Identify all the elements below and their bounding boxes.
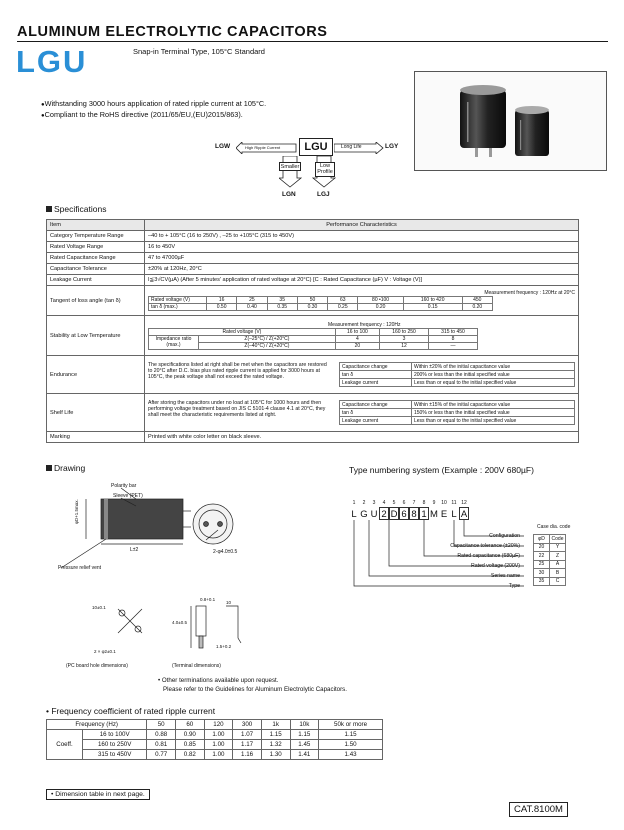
mini-label: Rated voltage (V) <box>149 297 207 304</box>
table-cell: 0.25 <box>328 304 358 311</box>
table-cell: tan δ <box>340 409 412 417</box>
table-cell: Impedance ratio (max.) <box>149 335 199 349</box>
type-label: Configuration <box>489 533 520 539</box>
spec-item: Tangent of loss angle (tan δ) <box>47 286 145 316</box>
table-cell: 20 <box>335 342 379 349</box>
flow-down-left-series: LGN <box>282 191 296 198</box>
type-label: Rated voltage (200V) <box>470 563 520 569</box>
case-dia-title: Case dia. code <box>537 524 571 530</box>
table-cell: 0.77 <box>147 750 176 760</box>
table-cell: 25 <box>534 560 550 569</box>
type-digits: 1 2 3 4 5 6 7 8 9 10 11 12 <box>352 500 467 506</box>
table-cell: Z(–25°C) / Z(+20°C) <box>199 335 336 342</box>
table-cell: 35 <box>267 297 297 304</box>
table-cell: 20 <box>534 543 550 552</box>
table-cell: 0.50 <box>207 304 237 311</box>
tan-delta-row <box>47 286 579 316</box>
table-cell: Z(–40°C) / Z(+20°C) <box>199 342 336 349</box>
table-cell: 8 <box>429 335 478 342</box>
table-cell: 3 <box>380 335 429 342</box>
spec-item: Capacitance Tolerance <box>47 264 145 275</box>
table-cell: 1.15 <box>261 730 290 740</box>
table-cell: 0.88 <box>147 730 176 740</box>
endurance-row <box>47 356 579 394</box>
pressure-vent-label: Pressure relief vent <box>58 565 102 571</box>
table-cell: Rated voltage (V) <box>149 328 336 335</box>
spec-value: –40 to + 105°C (16 to 250V) , –25 to +105°C (315 to 450V) <box>145 231 579 242</box>
table-cell: C <box>550 577 566 586</box>
frequency-table <box>46 719 383 760</box>
table-cell <box>145 286 579 316</box>
stability-note: Measurement frequency : 120Hz <box>328 321 401 328</box>
table-cell: 0.15 <box>403 304 462 311</box>
table-row <box>47 231 579 242</box>
table-cell: Leakage current <box>340 379 412 387</box>
feature-item: ●Withstanding 3000 hours application of rated ripple current at 105°C. <box>41 99 267 108</box>
table-row <box>47 275 579 286</box>
table-row <box>47 242 579 253</box>
table-cell: 0.20 <box>462 304 492 311</box>
table-cell: 16 to 100 <box>335 328 379 335</box>
terminal-caption: (Terminal dimensions) <box>172 663 221 669</box>
catalog-number: CAT.8100M <box>509 802 568 817</box>
shelf-text: After storing the capacitors under no load at 105°C for 1000 hours and then performing voltage treatment based on JIS C 5101-4 clause 4.1 at 20°C, they shall meet the characteristic requirements listed at right. <box>148 400 326 419</box>
dimension-table-note: • Dimension table in next page. <box>46 789 150 800</box>
table-cell: 1.16 <box>233 750 262 760</box>
table-cell: 0.40 <box>237 304 267 311</box>
table-cell: B <box>550 569 566 578</box>
polarity-bar-label: Polarity bar <box>111 483 137 489</box>
table-cell: 1.32 <box>261 740 290 750</box>
type-label: Series name <box>490 573 520 579</box>
spec-item: Shelf Life <box>47 394 145 432</box>
pcb-pitch-label: 10±0.1 <box>92 605 106 610</box>
shelf-criteria <box>339 400 575 425</box>
tan-delta-note: Measurement frequency : 120Hz at 20°C <box>484 290 575 296</box>
table-cell: 315 to 450V <box>82 750 146 760</box>
table-cell: 450 <box>462 297 492 304</box>
spec-item: Marking <box>47 432 145 443</box>
table-cell: 1.15 <box>290 730 319 740</box>
flow-left-series: LGW <box>215 143 231 150</box>
table-cell: Capacitance change <box>340 363 412 371</box>
table-cell: 1.00 <box>204 740 233 750</box>
case-code-table <box>533 534 566 586</box>
table-cell: 1.50 <box>319 740 383 750</box>
other-terminations-note: • Other terminations available upon request. <box>158 677 279 684</box>
feature-item: ●Compliant to the RoHS directive (2011/65/EU,(EU)2015/863). <box>41 110 243 119</box>
table-cell: Code <box>550 535 566 544</box>
terminal-dim-b: 4.0±0.5 <box>172 620 187 625</box>
spec-item: Category Temperature Range <box>47 231 145 242</box>
table-cell: — <box>429 342 478 349</box>
shelf-life-row <box>47 394 579 432</box>
length-label: L±2 <box>130 547 139 553</box>
table-cell: 160 to 250 <box>380 328 429 335</box>
table-cell: 300 <box>233 720 262 730</box>
type-numbering-heading: Type numbering system (Example : 200V 680µF) <box>349 465 534 475</box>
table-cell: A <box>550 560 566 569</box>
table-cell: Capacitance change <box>340 401 412 409</box>
series-name: LGU <box>16 44 88 79</box>
endurance-criteria <box>339 362 575 387</box>
table-cell: Coeff. <box>47 730 83 760</box>
table-cell <box>145 394 579 432</box>
table-cell: 1.07 <box>233 730 262 740</box>
spec-value: Printed with white color letter on black sleeve. <box>145 432 579 443</box>
table-cell: 0.20 <box>358 304 403 311</box>
table-cell: 0.85 <box>176 740 205 750</box>
pcb-caption: (PC board hole dimensions) <box>66 663 128 669</box>
flow-left-tag: High Ripple Current <box>245 145 281 150</box>
spec-item: Endurance <box>47 356 145 394</box>
table-row <box>47 750 383 760</box>
terminal-dim-a: 0.8+0.1 <box>200 597 216 602</box>
spec-item: Rated Voltage Range <box>47 242 145 253</box>
table-cell: 50k or more <box>319 720 383 730</box>
table-cell: Within ±20% of the initial capacitance value <box>412 363 575 371</box>
stability-row <box>47 316 579 356</box>
type-label: Capacitance tolerance (±20%) <box>450 543 520 549</box>
table-row <box>47 264 579 275</box>
table-cell: 60 <box>176 720 205 730</box>
table-cell: Within ±15% of the initial capacitance value <box>412 401 575 409</box>
table-cell: 1.17 <box>233 740 262 750</box>
table-cell: 25 <box>237 297 267 304</box>
table-cell: Z <box>550 552 566 561</box>
terminal-dim-d: 10 <box>226 600 232 605</box>
table-cell: 0.90 <box>176 730 205 740</box>
table-header <box>47 720 383 730</box>
table-row <box>47 253 579 264</box>
spec-value: 16 to 450V <box>145 242 579 253</box>
table-cell: Frequency (Hz) <box>47 720 147 730</box>
specifications-table <box>46 219 579 443</box>
table-cell: 1.45 <box>290 740 319 750</box>
table-cell: 1.41 <box>290 750 319 760</box>
col-performance: Performance Characteristics <box>145 220 579 231</box>
table-cell: tan δ <box>340 371 412 379</box>
table-cell: 10k <box>290 720 319 730</box>
feature-text: Withstanding 3000 hours application of rated ripple current at 105°C. <box>44 99 267 108</box>
flow-right-series: LGY <box>385 143 399 150</box>
table-cell: 4 <box>335 335 379 342</box>
flow-down-left-tag: Smaller <box>280 164 300 170</box>
guidelines-note: Please refer to the Guidelines for Aluminum Electrolytic Capacitors. <box>163 686 347 693</box>
table-cell: 12 <box>380 342 429 349</box>
table-cell: 30 <box>534 569 550 578</box>
table-cell: 0.30 <box>297 304 327 311</box>
table-cell: 160 to 250V <box>82 740 146 750</box>
flow-center-series: LGU <box>299 138 333 156</box>
table-cell: Less than or equal to the initial specified value <box>412 417 575 425</box>
frequency-heading: • Frequency coefficient of rated ripple current <box>46 706 216 716</box>
tan-delta-table <box>148 296 493 311</box>
table-row <box>47 432 579 443</box>
dimension-drawing <box>46 478 306 678</box>
table-cell <box>145 316 579 356</box>
table-cell: 120 <box>204 720 233 730</box>
table-cell: 1.30 <box>261 750 290 760</box>
table-cell: 0.81 <box>147 740 176 750</box>
flow-right-tag: Long Life <box>341 144 362 150</box>
product-photo <box>414 71 607 171</box>
table-cell: φD <box>534 535 550 544</box>
table-cell: 50 <box>147 720 176 730</box>
table-row <box>47 740 383 750</box>
sleeve-label: Sleeve (PET) <box>113 493 143 499</box>
table-cell: Y <box>550 543 566 552</box>
table-cell: 200% or less than the initial specified value <box>412 371 575 379</box>
table-cell <box>145 356 579 394</box>
table-cell: Less than or equal to the initial specified value <box>412 379 575 387</box>
table-cell: 150% or less than the initial specified value <box>412 409 575 417</box>
table-cell: 1.00 <box>204 750 233 760</box>
table-cell: 22 <box>534 552 550 561</box>
type-label: Type <box>508 583 520 589</box>
flow-down-right-series: LGJ <box>317 191 330 198</box>
table-cell: 16 to 100V <box>82 730 146 740</box>
diameter-label: φD+1.5max. <box>74 499 79 524</box>
spec-item: Rated Capacitance Range <box>47 253 145 264</box>
table-cell: 16 <box>207 297 237 304</box>
table-cell: 63 <box>328 297 358 304</box>
spec-value: I≦3√CV(µA) (After 5 minutes' application of rated voltage at 20°C) [C : Rated Capacitance (µF) V : Voltage (V)] <box>145 275 579 286</box>
title-divider <box>17 41 608 42</box>
table-cell: 0.82 <box>176 750 205 760</box>
table-header <box>47 220 579 231</box>
feature-text: Compliant to the RoHS directive (2011/65/EU,(EU)2015/863). <box>44 110 243 119</box>
col-item: Item <box>47 220 145 231</box>
table-cell: 1.15 <box>319 730 383 740</box>
spec-item: Stability at Low Temperature <box>47 316 145 356</box>
specifications-heading: Specifications <box>46 204 106 214</box>
series-flow-diagram <box>215 134 405 204</box>
table-cell: Leakage current <box>340 417 412 425</box>
table-cell: 80 •100 <box>358 297 403 304</box>
type-code: L G U 2 D 6 8 1 M E L A <box>351 509 468 520</box>
table-cell: 1.43 <box>319 750 383 760</box>
spec-value: ±20% at 120Hz, 20°C <box>145 264 579 275</box>
table-cell: 160 to 420 <box>403 297 462 304</box>
endurance-text: The specifications listed at right shall be met when the capacitors are restored to 20°C after D.C. bias plus rated ripple current is applied for 3000 hours at 105°C, the peak voltage shall not exceed the rated voltage. <box>148 362 327 381</box>
drawing-heading: Drawing <box>46 463 85 473</box>
page-title: ALUMINUM ELECTROLYTIC CAPACITORS <box>17 24 328 40</box>
spec-value: 47 to 47000µF <box>145 253 579 264</box>
spec-item: Leakage Current <box>47 275 145 286</box>
table-row <box>47 730 383 740</box>
pcb-hole-label: 2 × φ2±0.1 <box>94 649 116 654</box>
table-cell: 1.00 <box>204 730 233 740</box>
series-subtitle: Snap-in Terminal Type, 105°C Standard <box>133 47 265 56</box>
table-cell: 1k <box>261 720 290 730</box>
terminal-dim-c: 1.5+0.2 <box>216 644 232 649</box>
stability-table <box>148 328 478 350</box>
table-cell: 0.35 <box>267 304 297 311</box>
pin-diameter-label: 2-φ4.0±0.5 <box>213 549 238 555</box>
table-cell: 50 <box>297 297 327 304</box>
capacitor-photo-icon <box>415 72 606 170</box>
flow-down-right-tag: Low Profile <box>315 162 335 177</box>
mini-label: tan δ (max.) <box>149 304 207 311</box>
table-cell: 315 to 450 <box>429 328 478 335</box>
type-label: Rated capacitance (680µF) <box>457 553 520 559</box>
table-cell: 35 <box>534 577 550 586</box>
